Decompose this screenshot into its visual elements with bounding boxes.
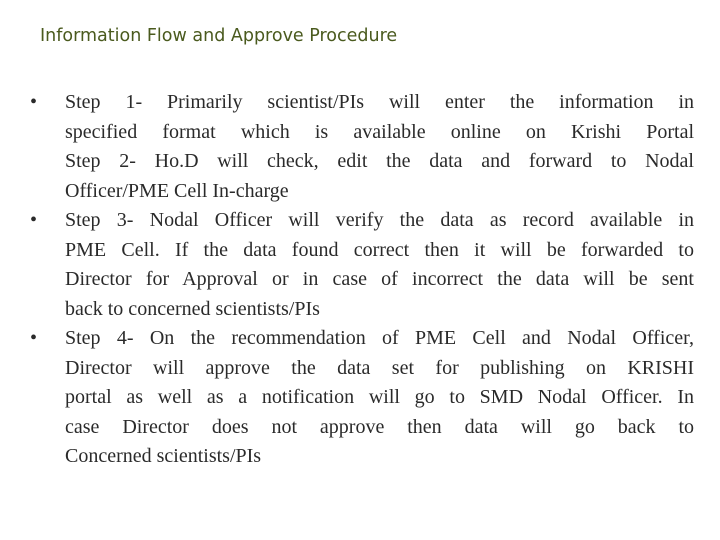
bullet-text-line: Step 2- Ho.D will check, edit the data and forward to Nodal [65, 150, 694, 172]
bullet-text-line: Step 3- Nodal Officer will verify the data as record available in [65, 209, 694, 231]
bullet-icon: • [30, 91, 38, 113]
slide-title: Information Flow and Approve Procedure [40, 26, 398, 46]
bullet-text-line: portal as well as a notification will go to SMD Nodal Officer. In [65, 386, 694, 408]
bullet-text-line: case Director does not approve then data will go back to [65, 415, 694, 438]
bullet-icon: • [30, 327, 38, 349]
bullet-text-line: specified format which is available online on Krishi Portal [65, 120, 694, 143]
bullet-text-line: Director for Approval or in case of incorrect the data will be sent [65, 268, 694, 290]
bullet-item-step-4 [30, 324, 694, 472]
bullet-list [30, 88, 694, 472]
bullet-text-line: Concerned scientists/PIs [65, 445, 262, 467]
bullet-text-line: Step 4- On the recommendation of PME Cell and Nodal Officer, [65, 327, 694, 349]
bullet-text-line: back to concerned scientists/PIs [65, 297, 320, 320]
bullet-text-line: Officer/PME Cell In-charge [65, 179, 289, 202]
bullet-item-step-1-2 [30, 88, 694, 206]
bullet-text-line: Step 1- Primarily scientist/PIs will enter the information in [65, 91, 694, 113]
bullet-text-line: PME Cell. If the data found correct then it will be forwarded to [65, 238, 694, 261]
bullet-icon: • [30, 209, 38, 231]
bullet-item-step-3 [30, 206, 694, 324]
bullet-text-line: Director will approve the data set for publishing on KRISHI [65, 356, 694, 379]
